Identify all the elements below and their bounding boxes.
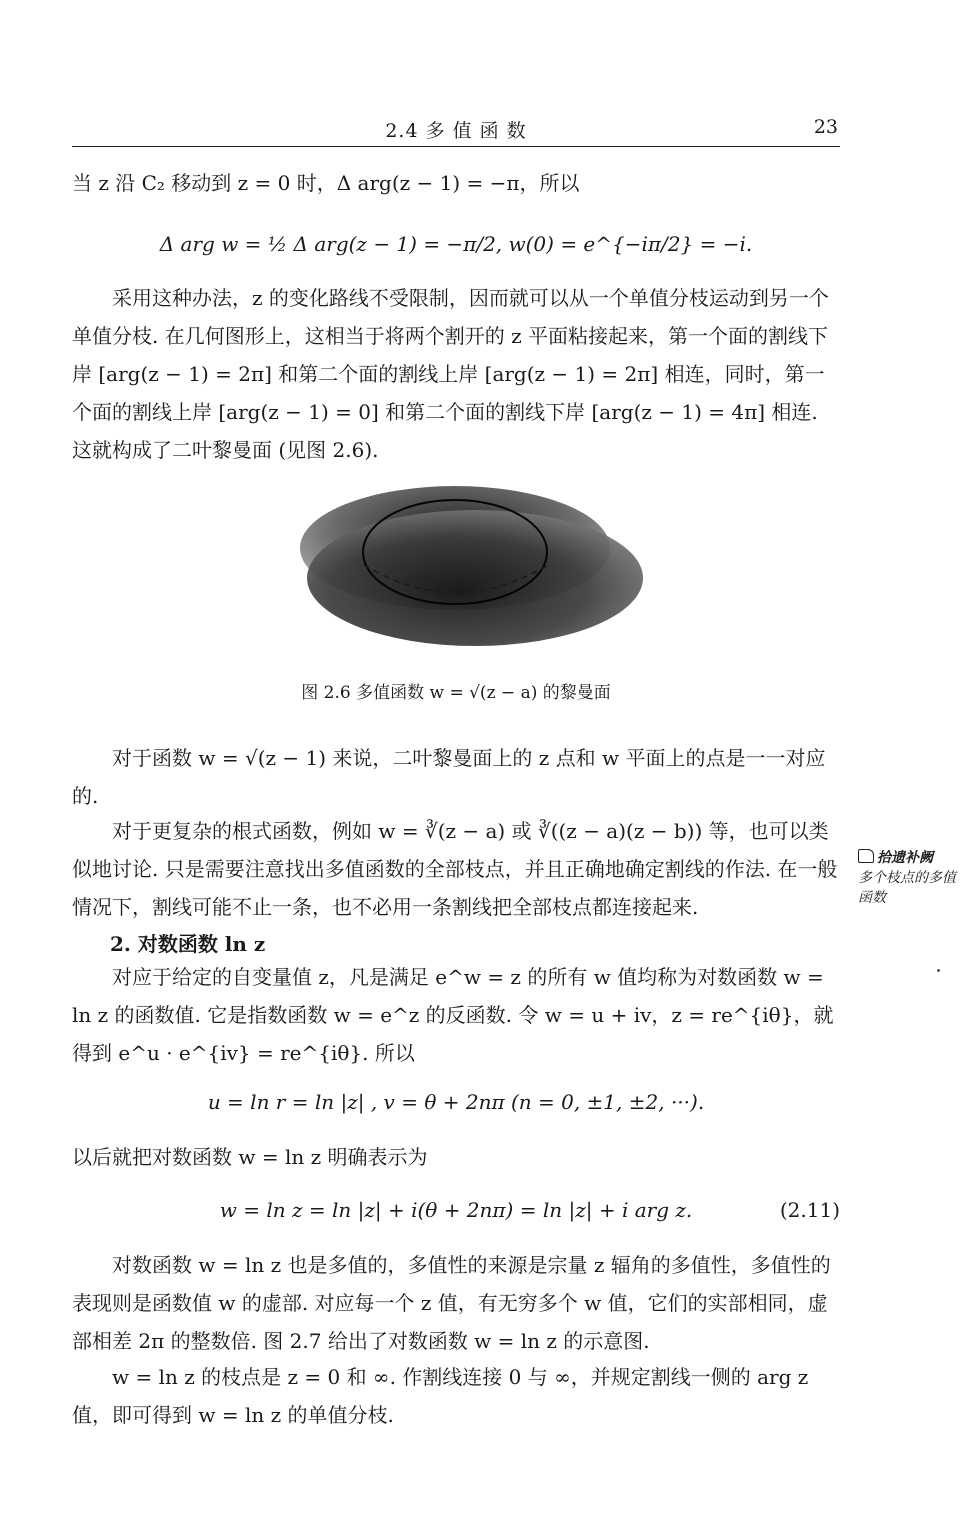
running-header	[72, 112, 840, 147]
paragraph-log-multivalued: 对数函数 w = ln z 也是多值的，多值性的来源是宗量 z 辐角的多值性，多值性的表现则是函数值 w 的虚部. 对应每一个 z 值，有无穷多个 w 值，它们的实部相同，虚部相差 2π 的整数倍. 图 2.7 给出了对数函数 w = ln z 的示意图.	[72, 1253, 831, 1353]
equation-2-11-body: w = ln z = ln |z| + i(θ + 2nπ) = ln |z| + i arg z.	[219, 1198, 693, 1222]
equation-number: (2.11)	[779, 1198, 840, 1222]
figure-caption: 图 2.6 多值函数 w = √(z − a) 的黎曼面	[301, 683, 611, 703]
note-icon	[858, 849, 874, 863]
paragraph-log-definition: 对应于给定的自变量值 z，凡是满足 e^w = z 的所有 w 值均称为对数函数 w = ln z 的函数值. 它是指数函数 w = e^z 的反函数. 令 w = u + iv，z = re^{iθ}，就得到 e^u · e^{iv} = re^{iθ}. 所以	[72, 965, 834, 1065]
paragraph-log-branch-points: w = ln z 的枝点是 z = 0 和 ∞. 作割线连接 0 与 ∞，并规定割线一侧的 arg z 值，即可得到 w = ln z 的单值分枝.	[72, 1365, 809, 1427]
print-speck	[937, 969, 940, 972]
equation-2-11	[72, 1198, 840, 1222]
section-title: 2.4 多 值 函 数	[385, 120, 527, 142]
paragraph-riemann-construction: 采用这种办法，z 的变化路线不受限制，因而就可以从一个单值分枝运动到另一个单值分枝. 在几何图形上，这相当于将两个割开的 z 平面粘接起来，第一个面的割线下岸 [arg(z − 1) = 2π] 和第二个面的割线上岸 [arg(z − 1) = 2π] 相连，同时，第一个面的割线上岸 [arg(z − 1) = 0] 和第二个面的割线下岸 [arg(z − 1) = 4π] 相连. 这就构成了二叶黎曼面 (见图 2.6).	[72, 286, 829, 462]
margin-note-label: 拾遗补阙	[877, 850, 933, 866]
lower-sheet	[307, 510, 643, 646]
paragraph-log-explicit: 以后就把对数函数 w = ln z 明确表示为	[72, 1145, 428, 1169]
equation-u-v: u = ln r = ln |z| , v = θ + 2nπ (n = 0, ±1, ±2, ···).	[207, 1090, 705, 1114]
subsection-heading: 2. 对数函数 ln z	[110, 932, 266, 956]
riemann-surface-figure	[280, 470, 660, 660]
margin-note	[858, 848, 968, 908]
paragraph-intro: 当 z 沿 C₂ 移动到 z = 0 时，Δ arg(z − 1) = −π，所以	[72, 171, 580, 195]
paragraph-sqrt-correspondence: 对于函数 w = √(z − 1) 来说，二叶黎曼面上的 z 点和 w 平面上的点是一一对应的.	[72, 746, 826, 808]
paragraph-complex-roots: 对于更复杂的根式函数，例如 w = ∛(z − a) 或 ∛((z − a)(z − b)) 等，也可以类似地讨论. 只是需要注意找出多值函数的全部枝点，并且正确地确定割线的作法. 在一般情况下，割线可能不止一条，也不必用一条割线把全部枝点都连接起来.	[72, 819, 838, 919]
equation-arg-w: Δ arg w = ½ Δ arg(z − 1) = −π/2, w(0) = e^{−iπ/2} = −i.	[159, 232, 753, 256]
page-number: 23	[813, 116, 838, 138]
margin-note-text: 多个枝点的多值函数	[858, 870, 956, 906]
